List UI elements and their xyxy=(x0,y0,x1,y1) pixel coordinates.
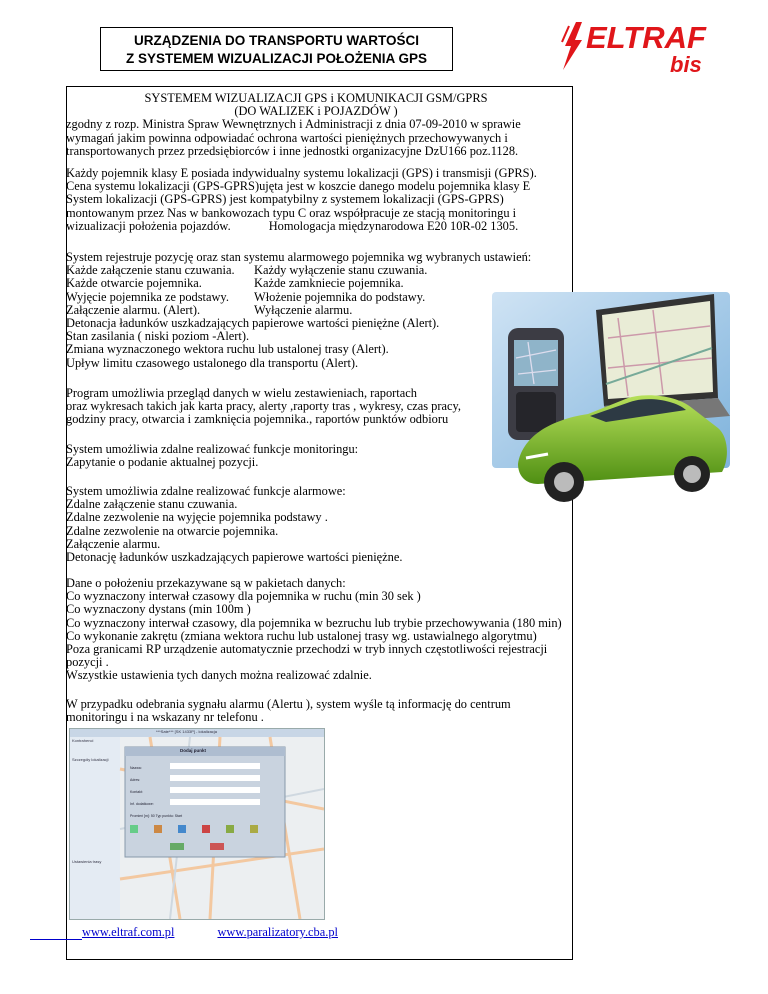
alarm-info-paragraph xyxy=(66,698,766,724)
text-line: Zdalne zezwolenie na wyjęcie pojemnika podstawy . xyxy=(66,510,328,525)
text-cell: Wyjęcie pojemnika ze podstawy. xyxy=(66,289,229,304)
text-line: Zmiana wyznaczonego wektora ruchu lub ustalonej trasy (Alert). xyxy=(66,342,389,357)
title-line-2: Z SYSTEMEM WIZUALIZACJI POŁOŻENIA GPS xyxy=(125,51,427,66)
text-line: Zdalne załączenie stanu czuwania. xyxy=(66,497,238,512)
text-line: Zdalne zezwolenie na otwarcie pojemnika. xyxy=(66,523,279,538)
text-line: Detonację ładunków uszkadzających papierowe wartości pieniężne. xyxy=(66,550,403,565)
field-label: Adres: xyxy=(130,778,141,782)
field-label: Inf. dodatkowe: xyxy=(130,802,154,806)
radius-value: 50 xyxy=(150,814,155,818)
localization-paragraph xyxy=(66,167,766,233)
text-line: System lokalizacji (GPS-GPRS) jest kompatybilny z systemem lokalizacji (GPS-GPRS) xyxy=(66,192,504,207)
text-cell: Każde zamkniecie pojemnika. xyxy=(254,276,404,291)
type-label: Typ punktu: xyxy=(155,814,174,818)
sidebar-title: Kontrahenci xyxy=(72,738,94,743)
text-line: pozycji . xyxy=(66,655,109,670)
text-line: Co wykonanie zakrętu (zmiana wektora ruchu lub ustalonej trasy wg. ustawialnego algorytmu) xyxy=(66,628,537,643)
text-line: W przypadku odebrania sygnału alarmu (Alertu ), system wyśle tą informację do centrum xyxy=(66,697,511,711)
text-cell: Każde załączenie stanu czuwania. xyxy=(66,263,235,278)
intro-block xyxy=(66,92,766,158)
intro-line: zgodny z rozp. Ministra Spraw Wewnętrznych i Administracji z dnia 07-09-2010 w sprawie xyxy=(66,117,521,132)
text-line: montowanym przez Nas w bankowozach typu C oraz współpracuje ze stacją monitoringu i xyxy=(66,205,517,220)
homologation-text: Homologacja międzynarodowa E20 10R-02 1305. xyxy=(268,218,519,233)
dialog-labels xyxy=(130,762,182,822)
intro-subheading: (DO WALIZEK i POJAZDÓW ) xyxy=(234,104,398,119)
software-screenshot xyxy=(69,728,325,920)
text-line: Detonacja ładunków uszkadzających papierowe wartości pieniężne (Alert). xyxy=(66,316,440,331)
monitoring-paragraph xyxy=(66,443,766,469)
text-line: Upływ limitu czasowego ustalonego dla transportu (Alert). xyxy=(66,355,359,370)
text-line: System umożliwia zdalne realizować funkcje alarmowe: xyxy=(66,484,346,498)
paralizatory-website-link[interactable]: www.paralizatory.cba.pl xyxy=(217,925,338,939)
sidebar-section: Szczegóły lokalizacji xyxy=(72,757,109,762)
sidebar-section-2: Ustawienia trasy xyxy=(72,859,102,864)
text-line: Wszystkie ustawienia tych danych można realizować zdalnie. xyxy=(66,668,372,683)
text-cell: Każde otwarcie pojemnika. xyxy=(66,276,202,291)
text-line: Każdy pojemnik klasy E posiada indywidualny systemu lokalizacji (GPS) i transmisji (GPRS). xyxy=(66,166,537,180)
title-line-1: URZĄDZENIA DO TRANSPORTU WARTOŚCI xyxy=(134,33,419,48)
logo-sub: bis xyxy=(670,52,702,77)
text-row xyxy=(66,291,766,304)
text-line: Co wyznaczony dystans (min 100m ) xyxy=(66,602,251,617)
text-line: Dane o położeniu przekazywane są w pakietach danych: xyxy=(66,576,346,590)
text-line: monitoringu i na wskazany nr telefonu . xyxy=(66,710,264,725)
text-line: Co wyznaczony interwał czasowy, dla pojemnika w bezruchu lub trybie przechowywania (180 min) xyxy=(66,615,562,630)
text-line: Cena systemu lokalizacji (GPS-GPRS)ujęta jest w koszcie danego modelu pojemnika klasy E xyxy=(66,179,531,194)
registration-paragraph xyxy=(66,251,766,370)
eltraf-logo xyxy=(560,20,725,86)
text-cell: Załączenie alarmu. (Alert). xyxy=(66,302,201,317)
eltraf-website-link[interactable]: www.eltraf.com.pl xyxy=(82,925,175,939)
alarm-functions-paragraph xyxy=(66,485,766,564)
link-underline xyxy=(30,939,82,940)
text-part: wizualizacji położenia pojazdów. xyxy=(66,218,231,233)
logo-word: ELTRAF xyxy=(586,20,706,55)
field-label: Kontakt: xyxy=(130,790,143,794)
text-cell: Każdy wyłączenie stanu czuwania. xyxy=(254,263,428,278)
document-title xyxy=(100,27,453,71)
window-title: ***Sate*** [SK 1433P] - lokalizacja xyxy=(156,729,217,734)
text-row xyxy=(66,277,766,290)
text-line: Załączenie alarmu. xyxy=(66,536,161,551)
text-line: System umożliwia zdalne realizować funkcje monitoringu: xyxy=(66,442,359,456)
text-line: Zapytanie o podanie aktualnej pozycji. xyxy=(66,455,259,470)
text-line: oraz wykresach takich jak karta pracy, alerty ,raporty tras , wykresy, czas pracy, xyxy=(66,399,461,414)
text-cell: Wyłączenie alarmu. xyxy=(254,302,353,317)
text-line: Co wyznaczony interwał czasowy dla pojemnika w ruchu (min 30 sek ) xyxy=(66,589,421,604)
lightning-bolt-icon xyxy=(560,22,586,70)
text-line: Stan zasilania ( niski poziom -Alert). xyxy=(66,329,250,344)
data-packets-paragraph xyxy=(66,577,766,683)
field-row xyxy=(130,810,182,822)
dialog-title: Dodaj punkt xyxy=(180,748,206,753)
text-line xyxy=(66,220,766,233)
intro-heading: SYSTEMEM WIZUALIZACJI GPS i KOMUNIKACJI GSM/GPRS xyxy=(144,91,488,105)
field-label: Nazwa: xyxy=(130,766,142,770)
program-paragraph xyxy=(66,387,766,427)
text-line: Poza granicami RP urządzenie automatycznie przechodzi w tryb innych częstotliwości rejestracji xyxy=(66,642,548,657)
intro-line: wymagań jakim powinna odpowiadać ochrona wartości pieniężnych przechowywanych i xyxy=(66,130,508,145)
text-line: godziny pracy, otwarcia i zamknięcia pojemnika., raportów punktów odbioru xyxy=(66,412,449,427)
text-line: System rejestruje pozycję oraz stan systemu alarmowego pojemnika wg wybranych ustawień: xyxy=(66,250,532,264)
type-value: Start xyxy=(174,814,183,818)
text-cell: Włożenie pojemnika do podstawy. xyxy=(254,289,426,304)
intro-line: transportowanych przez przedsiębiorców i inne jednostki organizacyjne DzU166 poz.1128. xyxy=(66,143,519,158)
text-line: Program umożliwia przegląd danych w wielu zestawieniach, raportach xyxy=(66,386,417,400)
field-label: Promień [m]: xyxy=(130,814,150,818)
footer-links xyxy=(82,925,338,940)
